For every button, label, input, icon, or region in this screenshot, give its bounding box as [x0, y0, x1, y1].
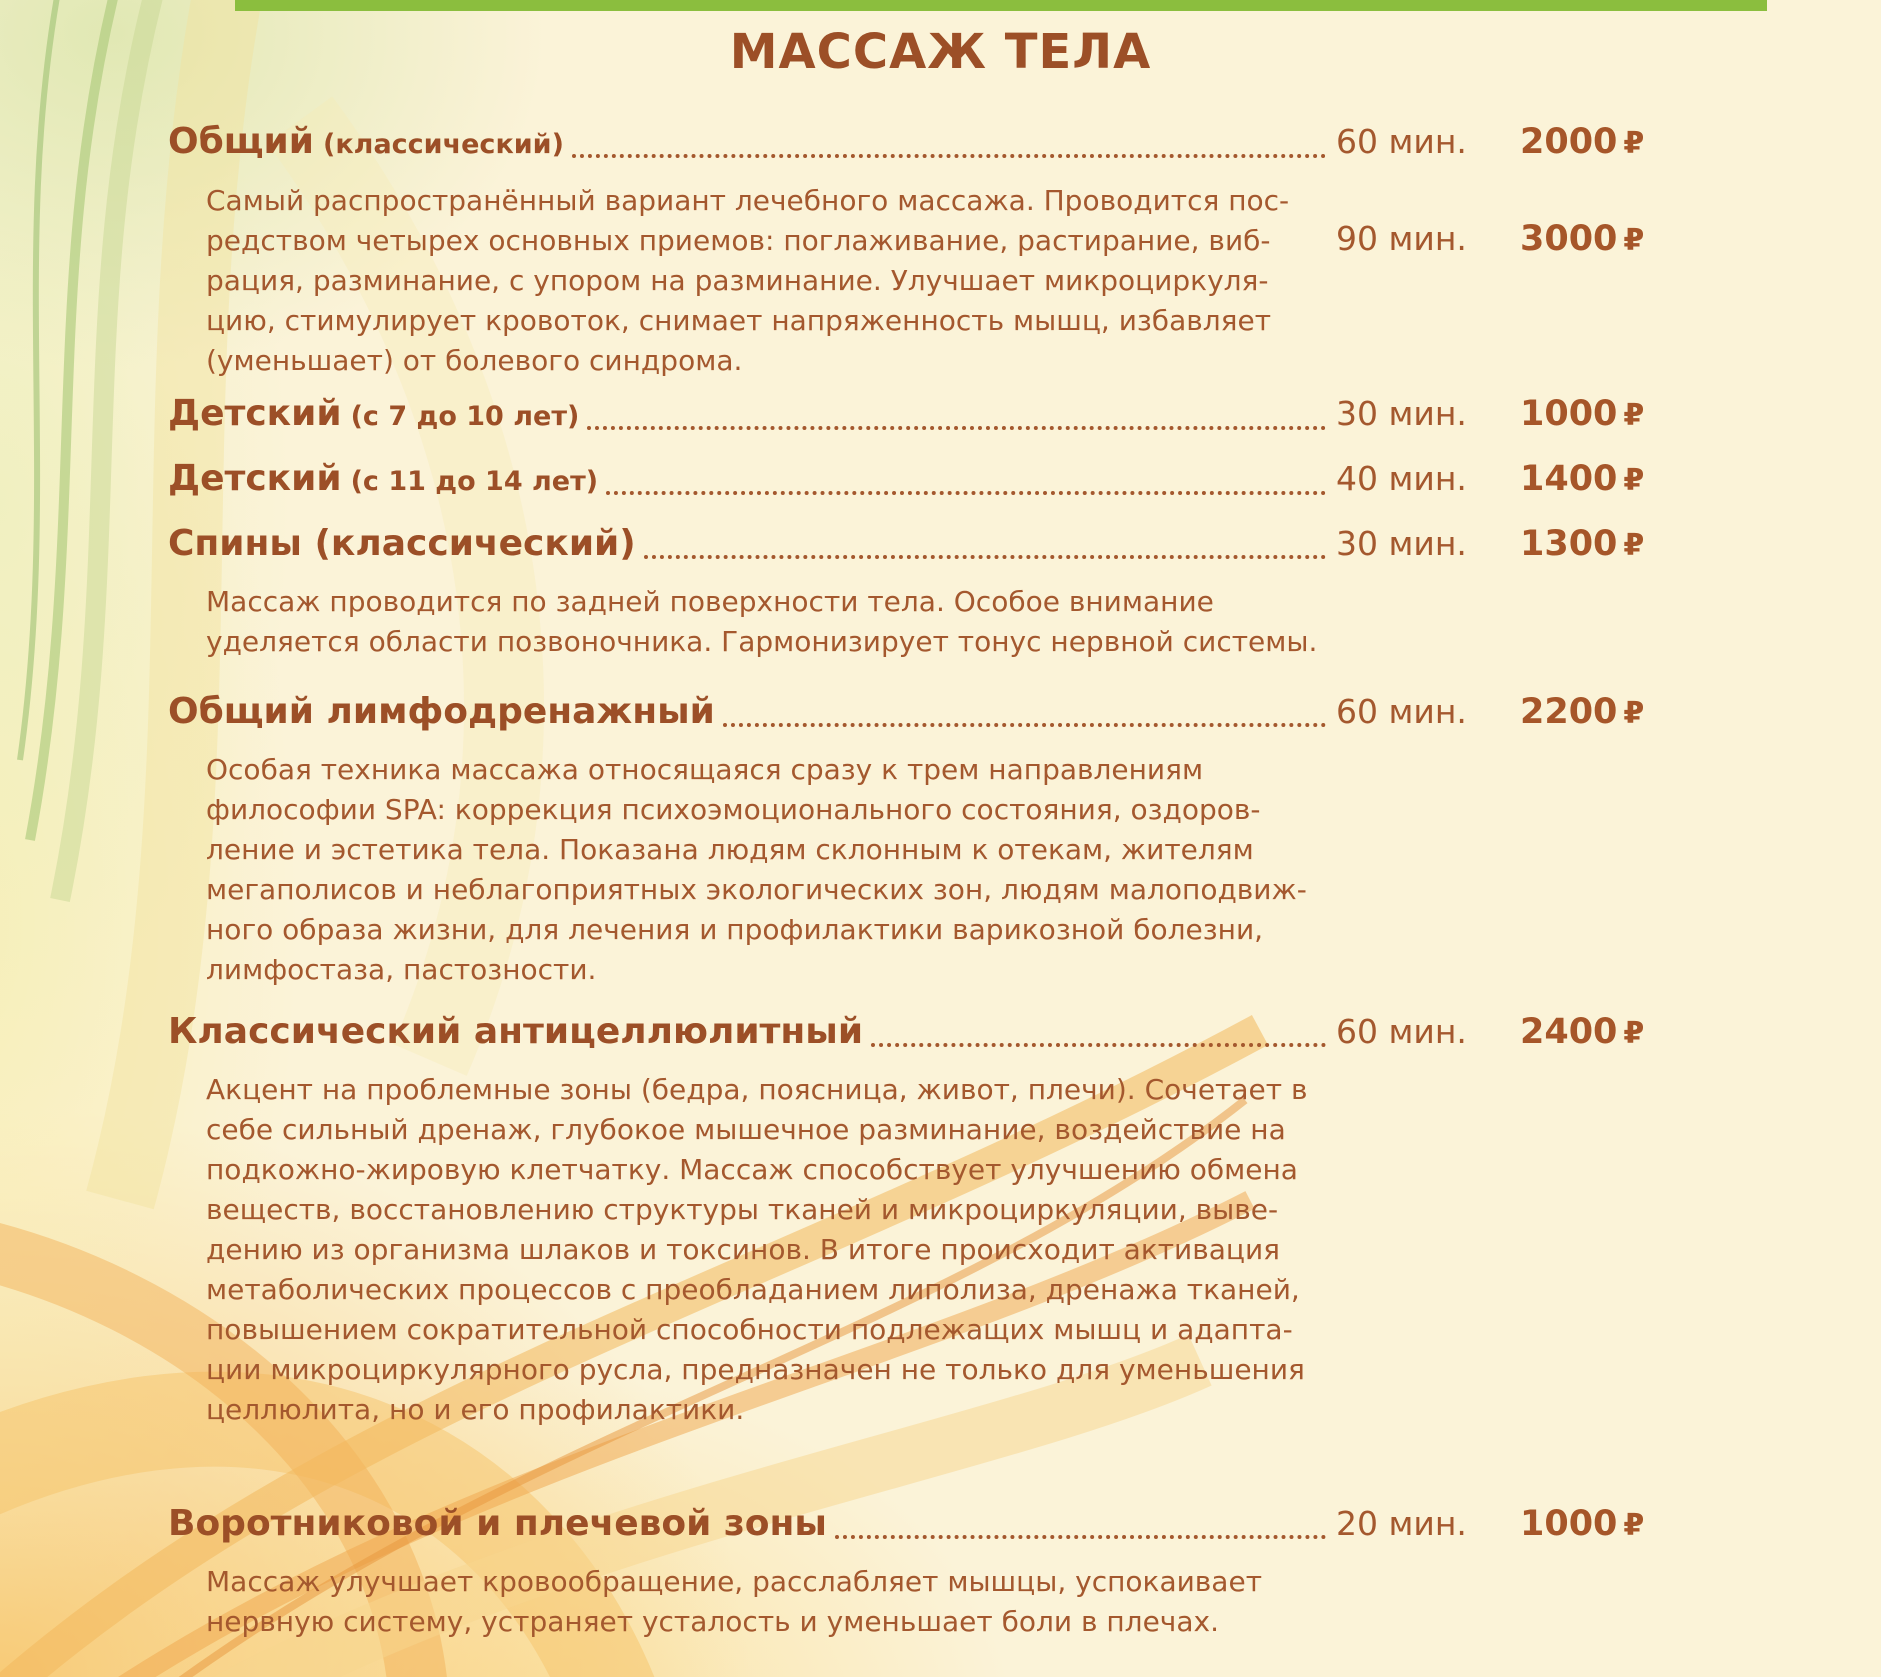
description-line: философии SPA: коррекция психоэмоционального состояния, оздоров-: [206, 793, 1261, 826]
item-duration: 60 мин.: [1336, 122, 1467, 161]
item-name: Детский: [168, 458, 342, 499]
item-name: Детский: [168, 393, 342, 434]
dotted-leader: [572, 154, 1326, 158]
item-description: [206, 1070, 1700, 1430]
item-name: Спины (классический): [168, 523, 636, 564]
item-price: [1520, 1500, 1700, 1550]
description-line: Массаж проводится по задней поверхности тела. Особое внимание: [206, 585, 1214, 618]
description-line: лимфостаза, пастозности.: [206, 953, 597, 986]
item-row: [168, 1500, 1700, 1550]
dotted-leader: [606, 491, 1326, 495]
price-value: 3000: [1520, 219, 1618, 259]
item-name-note: (классический): [323, 129, 564, 160]
dotted-leader: [871, 1043, 1326, 1047]
item-price: [1520, 390, 1700, 440]
description-line: Акцент на проблемные зоны (бедра, поясница, живот, плечи). Сочетает в: [206, 1073, 1308, 1106]
description-line: рация, разминание, с упором на разминание. Улучшает микроциркуля-: [206, 264, 1269, 297]
menu-item-spiny-klassicheskiy: [168, 520, 1700, 662]
item-name: Классический антицеллюлитный: [168, 1011, 864, 1052]
description-line: целлюлита, но и его профилактики.: [206, 1393, 745, 1426]
description-line: нервную систему, устраняет усталость и уменьшает боли в плечах.: [206, 1605, 1219, 1638]
price-value: 1400: [1520, 459, 1618, 499]
price-value: 1000: [1520, 1504, 1618, 1544]
item-duration: 30 мин.: [1336, 524, 1467, 563]
price-value: 2200: [1520, 692, 1618, 732]
item-duration: 20 мин.: [1336, 1504, 1467, 1543]
item-row: [168, 118, 1700, 169]
item-row: [168, 455, 1700, 506]
item-price: [1520, 688, 1700, 738]
ruble-currency-symbol: ₽: [1623, 528, 1645, 563]
menu-item-obshchiy-klassicheskiy: [168, 118, 1700, 381]
item-description: [206, 750, 1700, 990]
item-description: [206, 582, 1700, 662]
description-line: цию, стимулирует кровоток, снимает напряженность мышц, избавляет: [206, 304, 1272, 337]
item-row: [168, 520, 1700, 570]
item-name: Общий: [168, 121, 314, 162]
price-value: 2000: [1520, 122, 1618, 162]
menu-item-klassicheskiy-antitsellyulitnyy: [168, 1008, 1700, 1430]
price-value: 1300: [1520, 524, 1618, 564]
description-line: ление и эстетика тела. Показана людям склонным к отекам, жителям: [206, 833, 1254, 866]
item-name-note: (с 7 до 10 лет): [350, 401, 580, 432]
dotted-leader: [723, 723, 1326, 727]
item-duration: 60 мин.: [1336, 692, 1467, 731]
description-line: себе сильный дренаж, глубокое мышечное разминание, воздействие на: [206, 1113, 1286, 1146]
top-green-bar: [235, 0, 1767, 11]
ruble-currency-symbol: ₽: [1623, 126, 1645, 161]
ruble-currency-symbol: ₽: [1623, 696, 1645, 731]
description-line: Самый распространённый вариант лечебного массажа. Проводится пос-: [206, 184, 1290, 217]
item-price: [1520, 520, 1700, 570]
item-duration: 30 мин.: [1336, 394, 1467, 433]
description-line: метаболических процессов с преобладанием липолиза, дренажа тканей,: [206, 1273, 1300, 1306]
menu-item-detskiy-11-14: [168, 455, 1700, 506]
ruble-currency-symbol: ₽: [1623, 463, 1645, 498]
description-line: ции микроциркулярного русла, предназначен не только для уменьшения: [206, 1353, 1305, 1386]
item-extra-price-row: [1336, 215, 1700, 265]
dotted-leader: [835, 1535, 1326, 1539]
description-line: Массаж улучшает кровообращение, расслабляет мышцы, успокаивает: [206, 1565, 1263, 1598]
description-line: редством четырех основных приемов: поглаживание, растирание, виб-: [206, 224, 1271, 257]
dotted-leader: [587, 426, 1326, 430]
item-duration: 60 мин.: [1336, 1012, 1467, 1051]
description-line: Особая техника массажа относящаяся сразу к трем направлениям: [206, 753, 1204, 786]
description-line: веществ, восстановлению структуры тканей и микроциркуляции, выве-: [206, 1193, 1279, 1226]
description-line: дению из организма шлаков и токсинов. В итоге происходит активация: [206, 1233, 1280, 1266]
description-line: уделяется области позвоночника. Гармонизирует тонус нервной системы.: [206, 625, 1318, 658]
ruble-currency-symbol: ₽: [1623, 223, 1645, 258]
ruble-currency-symbol: ₽: [1623, 1508, 1645, 1543]
item-name-note: (с 11 до 14 лет): [350, 466, 599, 497]
page-title: МАССАЖ ТЕЛА: [729, 24, 1152, 80]
item-extra-price: [1520, 215, 1700, 265]
item-duration: 40 мин.: [1336, 459, 1467, 498]
item-description: [206, 181, 1700, 381]
price-value: 2400: [1520, 1012, 1618, 1052]
menu-item-obshchiy-limfodrenazhnyy: [168, 688, 1700, 990]
item-price: [1520, 118, 1700, 168]
ruble-currency-symbol: ₽: [1623, 1016, 1645, 1051]
menu-item-detskiy-7-10: [168, 390, 1700, 441]
item-extra-duration: 90 мин.: [1336, 219, 1467, 258]
dotted-leader: [644, 555, 1326, 559]
description-line: ного образа жизни, для лечения и профилактики варикозной болезни,: [206, 913, 1264, 946]
item-description: [206, 1562, 1700, 1642]
ruble-currency-symbol: ₽: [1623, 398, 1645, 433]
item-price: [1520, 455, 1700, 505]
description-line: (уменьшает) от болевого синдрома.: [206, 344, 743, 377]
price-value: 1000: [1520, 394, 1618, 434]
menu-item-vorotnikovoy-i-plechevoy-zony: [168, 1500, 1700, 1642]
item-row: [168, 688, 1700, 738]
description-line: мегаполисов и неблагоприятных экологических зон, людям малоподвиж-: [206, 873, 1307, 906]
item-row: [168, 1008, 1700, 1058]
description-line: повышением сократительной способности подлежащих мышц и адапта-: [206, 1313, 1293, 1346]
item-row: [168, 390, 1700, 441]
description-line: подкожно-жировую клетчатку. Массаж способствует улучшению обмена: [206, 1153, 1298, 1186]
item-name: Общий лимфодренажный: [168, 691, 715, 732]
item-name: Воротниковой и плечевой зоны: [168, 1503, 827, 1544]
item-price: [1520, 1008, 1700, 1058]
